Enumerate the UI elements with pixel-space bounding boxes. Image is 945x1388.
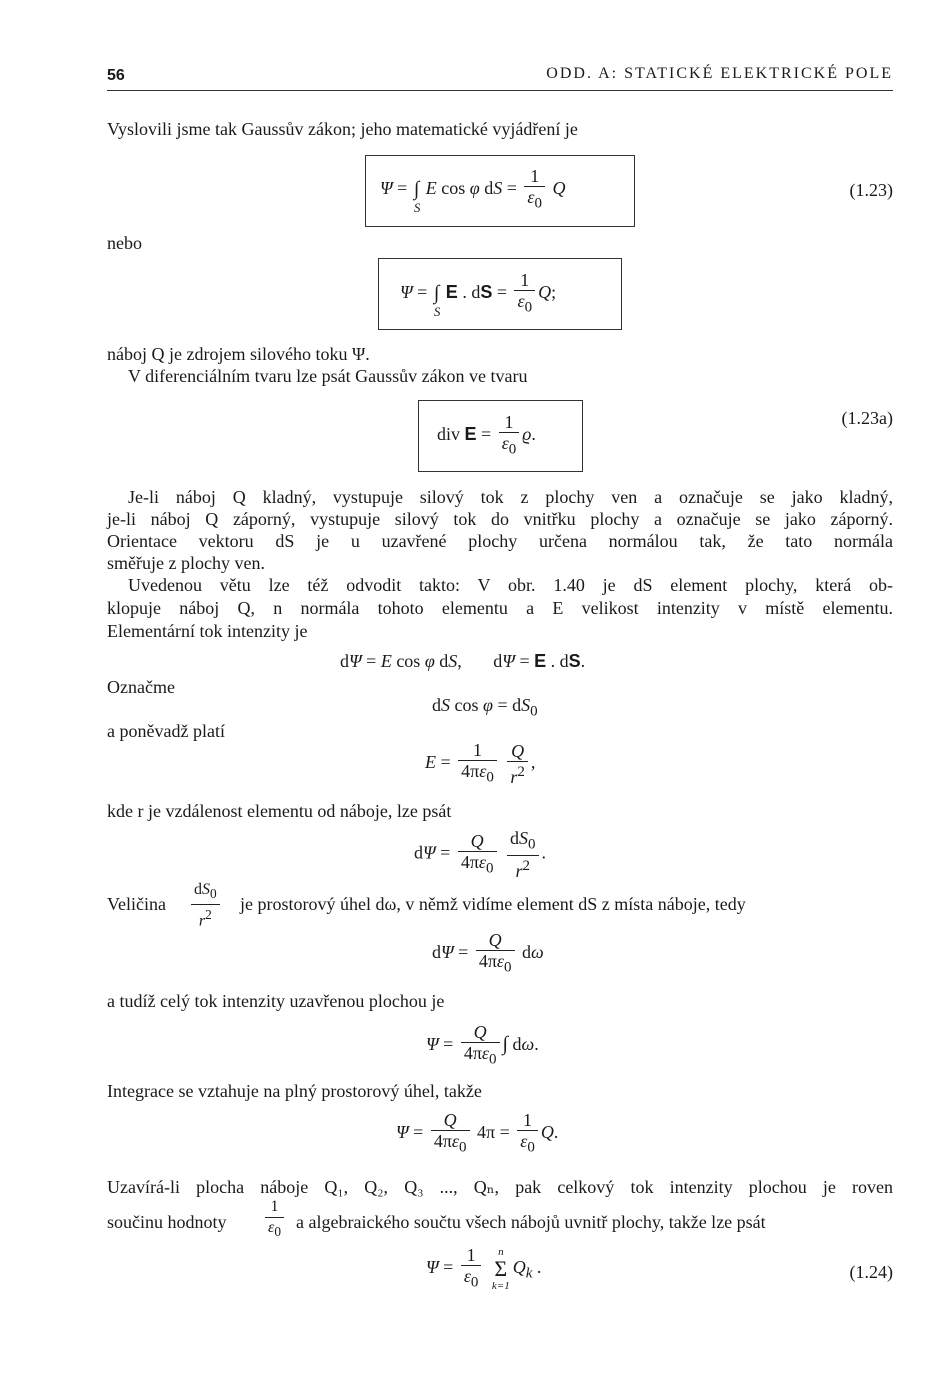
- paragraph-sign-l2: je-li náboj Q záporný, vystupuje silový tok do vnitřku plochy a označuje se jako záporný.: [107, 509, 893, 529]
- phrase-ponevadz: a poněvadž platí: [107, 721, 225, 741]
- paragraph-derivation-l3: Elementární tok intenzity je: [107, 621, 308, 641]
- equation-ds-cos: dS $\cos \varphi = dS_0$: [432, 695, 538, 720]
- phrase-tudiz: a tudíž celý tok intenzity uzavřenou plochou je: [107, 991, 445, 1011]
- phrase-integrace: Integrace se vztahuje na plný prostorový úhel, takže: [107, 1081, 482, 1101]
- equation-1-23a: div E = $\frac{1}{\varepsilon_0}$ ϱ.: [437, 412, 536, 458]
- equation-elementary-flux: dΨ = E cos φ dS, dΨ = E . dS.: [340, 651, 586, 671]
- paragraph-intro: Vyslovili jsme tak Gaussův zákon; jeho matematické vyjádření je: [107, 119, 578, 139]
- paragraph-source: náboj Q je zdrojem silového toku Ψ.: [107, 344, 370, 364]
- header-rule: [107, 90, 893, 91]
- equation-1-23: Ψ = ∫ S E cos φ dS = $\frac{1}{\varepsilon_0}$ Q: [380, 166, 566, 216]
- fraction-ds0-r2: $\frac{dS_0}{r^2}$: [188, 880, 223, 932]
- equation-psi-integral: Ψ = $\frac{Q}{4\pi\varepsilon_0}$ ∫ dω.: [426, 1022, 539, 1068]
- equation-number-1-23a: (1.23a): [841, 408, 893, 428]
- equation-dpsi-domega: dΨ = $\frac{Q}{4\pi\varepsilon_0}$ dω: [432, 930, 544, 976]
- equation-dpsi-ds0: dΨ = $\frac{Q}{4\pi\varepsilon_0}$ $\frac{dS_0}{r^2}$ .: [414, 828, 546, 881]
- running-title: ODD. A: STATICKÉ ELEKTRICKÉ POLE: [546, 65, 893, 82]
- paragraph-derivation-l2: klopuje náboj Q, n normála tohoto elementu a E velikost intenzity v místě elementu.: [107, 598, 893, 618]
- equation-1-23-vector: Ψ = ∫ S E . dS = $\frac{1}{\varepsilon_0}$ Q;: [400, 270, 557, 320]
- paragraph-derivation-l1: Uvedenou větu lze též odvodit takto: V obr. 1.40 je dS element plochy, která ob-: [128, 575, 893, 595]
- paragraph-sign-l3: Orientace vektoru dS je u uzavřené plochy určena normálou tak, že tato normála: [107, 531, 893, 551]
- fraction-one-over-eps0: $\frac{1}{\varepsilon_0}$: [262, 1197, 287, 1242]
- equation-number-1-23: (1.23): [849, 180, 893, 200]
- word-nebo: nebo: [107, 233, 142, 253]
- paragraph-multiple-charges-l1: Uzavírá-li plocha náboje Q₁, Q₂, Q₃ ..., Qₙ, pak celkový tok intenzity plochou je roven: [107, 1177, 893, 1197]
- equation-number-1-24: (1.24): [849, 1262, 893, 1282]
- phrase-kde: kde r je vzdálenost elementu od náboje, lze psát: [107, 801, 452, 821]
- word-oznacme: Označme: [107, 677, 175, 697]
- phrase-solid-angle: je prostorový úhel dω, v němž vidíme element dS z místa náboje, tedy: [240, 894, 746, 914]
- phrase-soucinu: součinu hodnoty: [107, 1212, 227, 1232]
- page-number: 56: [107, 67, 125, 84]
- equation-full-angle: Ψ = $\frac{Q}{4\pi\varepsilon_0}$ 4π = $\frac{1}{\varepsilon_0}$ Q.: [396, 1110, 559, 1156]
- paragraph-sign-l4: směřuje z plochy ven.: [107, 553, 265, 573]
- paragraph-sign-l1: Je-li náboj Q kladný, vystupuje silový tok z plochy ven a označuje se jako kladný,: [128, 487, 893, 507]
- word-velicina: Veličina: [107, 894, 166, 914]
- equation-coulomb: E = $\frac{1}{4\pi\varepsilon_0}$ $\frac{Q}{r^2}$ ,: [425, 740, 536, 787]
- phrase-algebraic-sum: a algebraického součtu všech nábojů uvnitř plochy, takže lze psát: [296, 1212, 766, 1232]
- paragraph-differential: V diferenciálním tvaru lze psát Gaussův zákon ve tvaru: [128, 366, 528, 386]
- equation-1-24: Ψ = $\frac{1}{\varepsilon_0}$ n Σ k=1 $Q_k$ .: [426, 1245, 542, 1292]
